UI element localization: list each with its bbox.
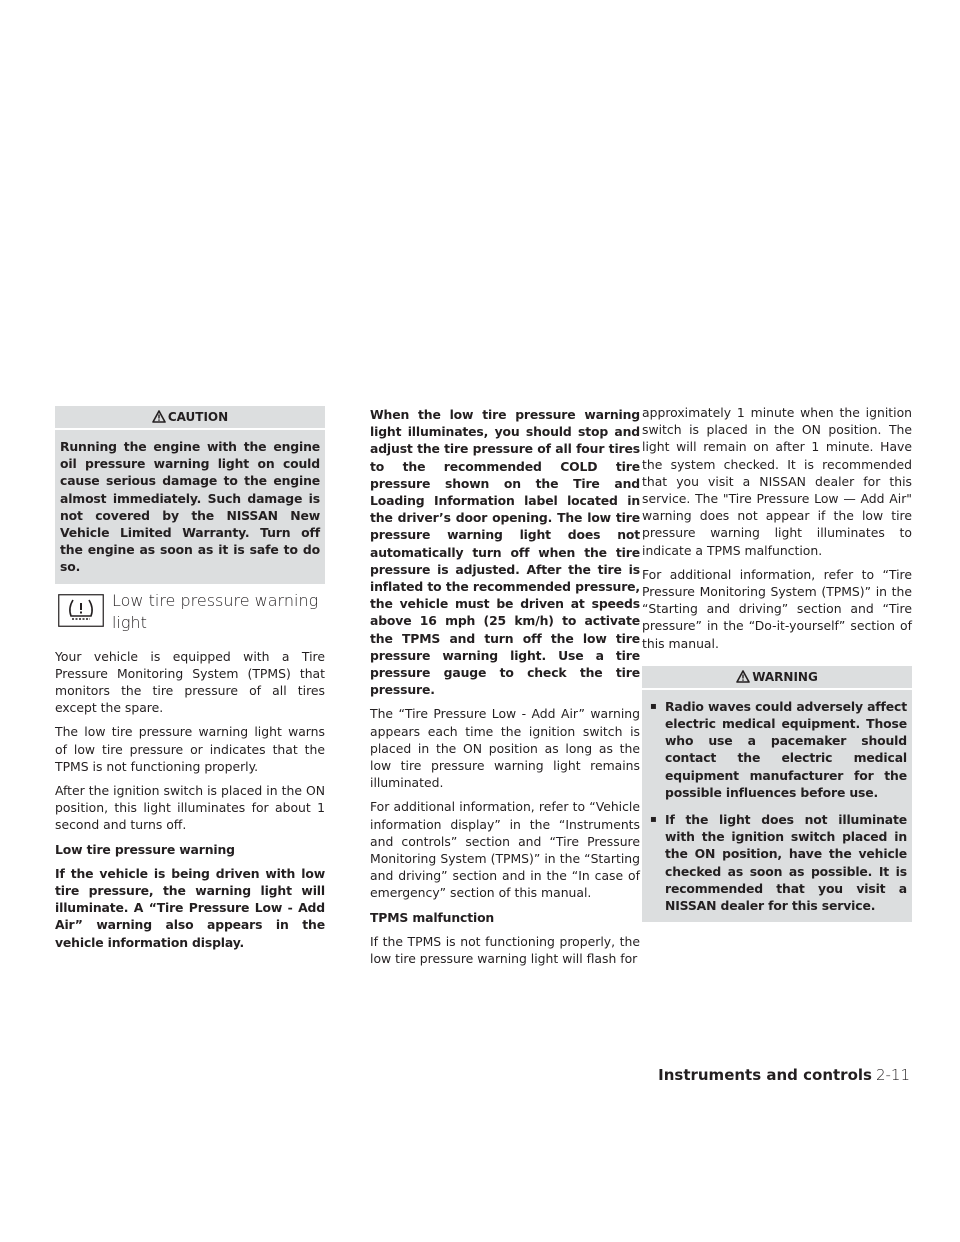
column-1 [55, 406, 325, 958]
bold-paragraph: If the vehicle is being driven with low tire pressure, the warning light will illuminate. A “Tire Pressure Low - Add Air” warning also appears in the vehicle information display. [55, 865, 325, 950]
warning-title: WARNING [752, 669, 818, 684]
caution-text: Running the engine with the engine oil pressure warning light on could cause serious damage to the engine almost immediately. Such damage is not covered by the NISSAN New Vehicle Limited Warranty. Turn off the engine as soon as it is safe to do so. [60, 439, 320, 575]
paragraph: The “Tire Pressure Low - Add Air” warning appears each time the ignition switch is placed in the ON position as long as the low tire pressure warning light remains illuminated. [370, 706, 640, 791]
column-3 [642, 406, 912, 932]
warning-item: ▪ If the light does not illuminate with the ignition switch placed in the ON position, have the vehicle checked as soon as possible. It is recommended that you visit a NISSAN dealer for this service. [647, 811, 907, 914]
warning-icon [736, 670, 750, 683]
warning-header [642, 666, 912, 690]
warning-item: ▪ Radio waves could adversely affect electric medical equipment. Those who use a pacemaker should contact the electric medical equipment manufacturer for the possible influences before use. [647, 698, 907, 801]
paragraph: For additional information, refer to “Vehicle information display” in the “Instruments and controls” section and “Tire Pressure Monitoring System (TPMS)” in the “Starting and driving” section and in the “In case of emergency” section of this manual. [370, 799, 640, 901]
bold-paragraph: When the low tire pressure warning light illuminates, you should stop and adjust the tire pressure of all four tires to the recommended COLD tire pressure shown on the Tire and Loading Information label located in the driver’s door opening. The low tire pressure warning light does not automatically turn off when the tire pressure is adjusted. After the tire is inflated to the recommended pressure, the vehicle must be driven at speeds above 16 mph (25 km/h) to activate the TPMS and turn off the low tire pressure warning light. Use a tire pressure gauge to check the tire pressure. [370, 407, 640, 698]
paragraph: After the ignition switch is placed in the ON position, this light illuminates for about 1 second and turns off. [55, 783, 325, 833]
caution-icon [152, 410, 166, 423]
warning-box [642, 666, 912, 922]
paragraph-continued [642, 404, 912, 559]
paragraph-continued-text: approximately 1 minute when the ignition switch is placed in the ON position. The light will remain on after 1 minute. Have the system checked. It is recommended that you visit a NISSAN dealer for this service. The "Tire Pressure Low — Add Air" warning does not appear if the low tire pressure warning light illuminates to indicate a TPMS malfunction. [642, 405, 912, 558]
subheading-low-tire-pressure: Low tire pressure warning [55, 841, 235, 857]
section-heading-row [55, 590, 325, 638]
paragraph: If the TPMS is not functioning properly, the low tire pressure warning light will flash for [370, 933, 640, 967]
page-footer [658, 1066, 910, 1084]
caution-title: CAUTION [167, 410, 229, 424]
page-number: 2-11 [875, 1066, 910, 1084]
paragraph: The low tire pressure warning light warns of low tire pressure or indicates that the TPMS is not functioning properly. [55, 724, 325, 774]
subheading-tpms-malfunction: TPMS malfunction [370, 909, 495, 925]
tire-pressure-warning-icon [58, 594, 104, 627]
caution-box [55, 406, 325, 584]
column-2 [370, 406, 640, 974]
paragraph: For additional information, refer to “Tire Pressure Monitoring System (TPMS)” in the “Starting and driving” section and “Tire pressure” in the “Do-it-yourself” section of this manual. [642, 566, 912, 651]
paragraph: Your vehicle is equipped with a Tire Pressure Monitoring System (TPMS) that monitors the tire pressure of all tires except the spare. [55, 648, 325, 716]
footer-section: Instruments and controls [658, 1066, 872, 1084]
caution-header [55, 406, 325, 430]
warning-body [642, 690, 912, 922]
section-heading: Low tire pressure warning light [112, 590, 319, 632]
